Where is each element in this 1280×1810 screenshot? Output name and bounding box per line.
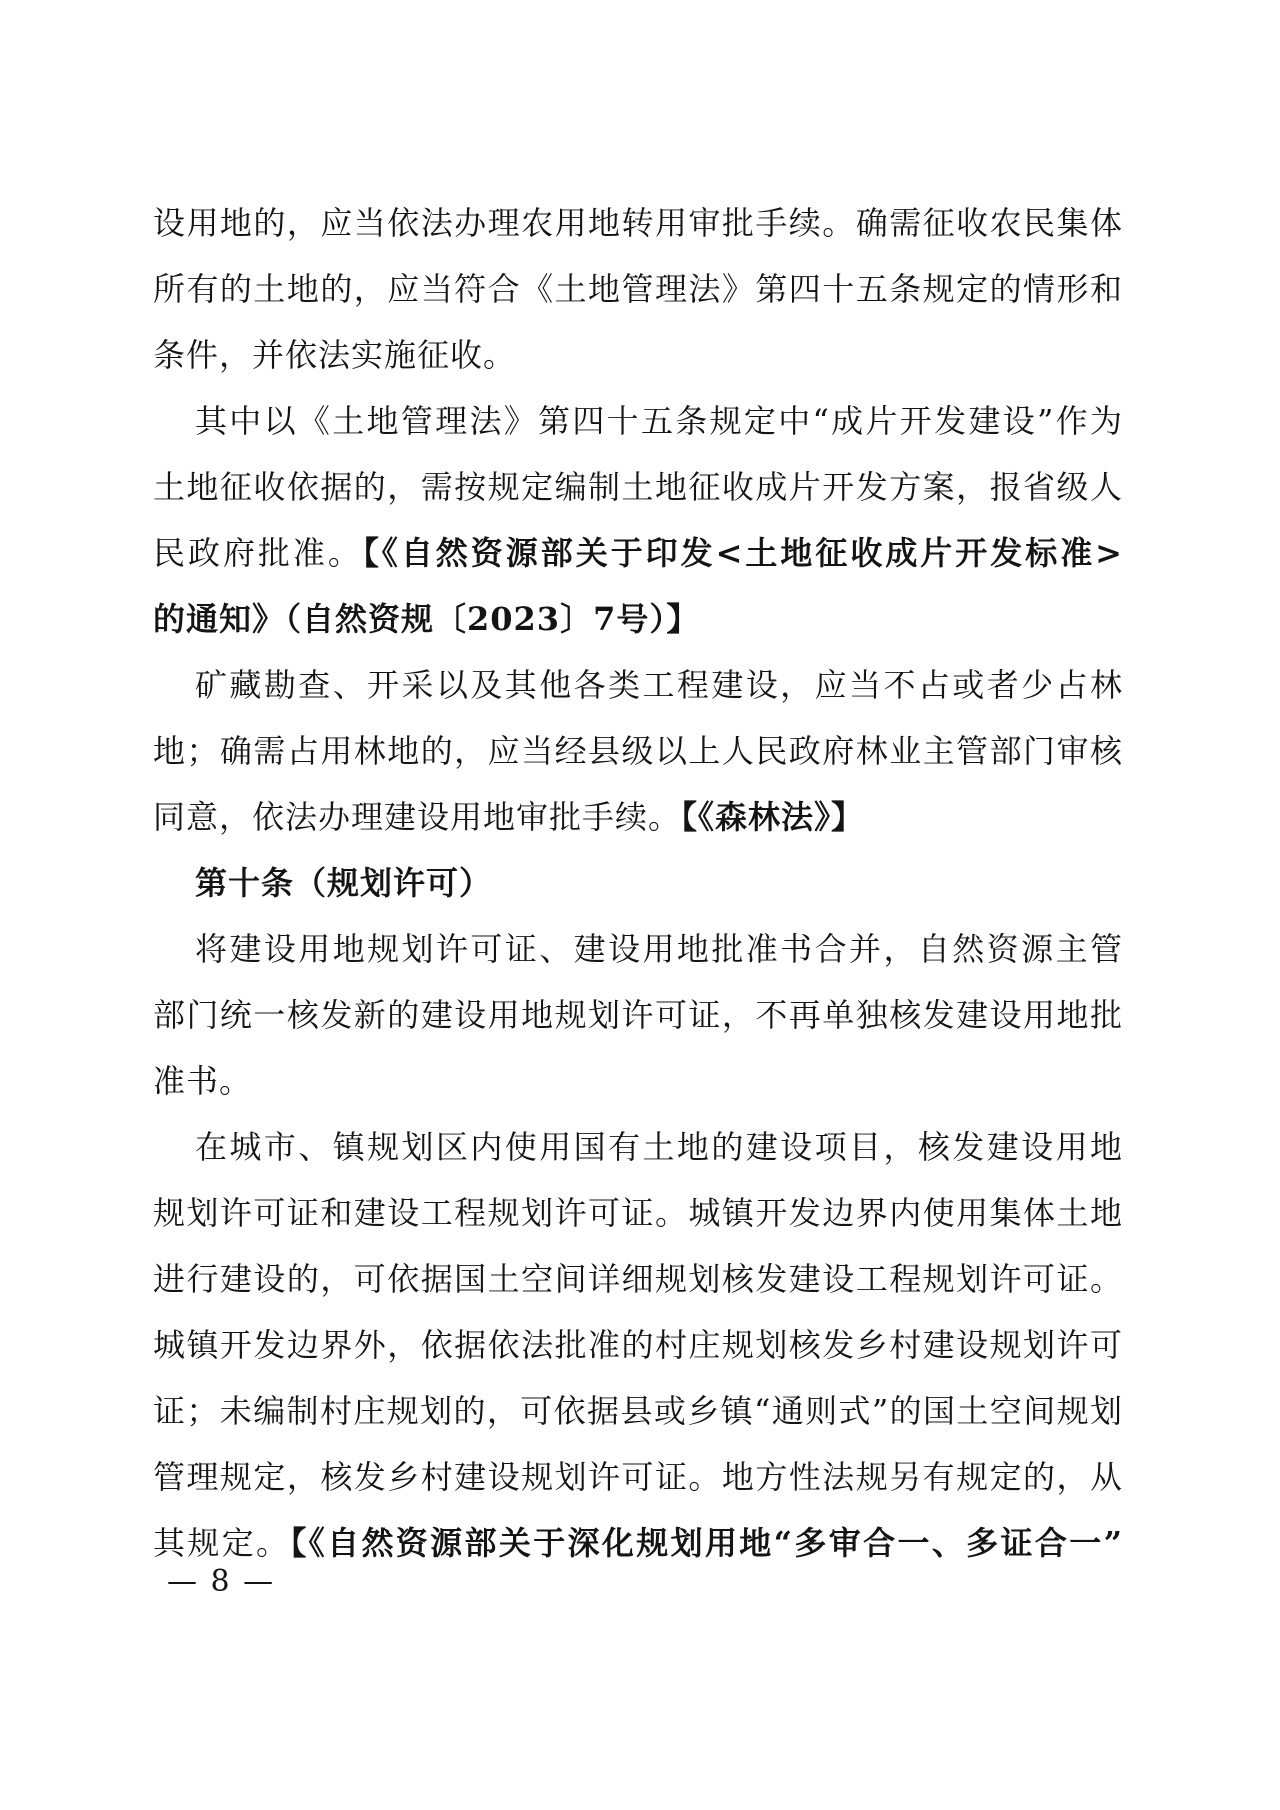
page-number: — 8 — xyxy=(167,1564,276,1599)
line-text: 地；确需占用林地的，应当经县级以上人民政府林业主管部门审核 xyxy=(153,732,1123,770)
citation-text: 的通知》（自然资规〔2023〕7号）】 xyxy=(153,600,700,638)
text-line xyxy=(153,586,1123,652)
line-text: 将建设用地规划许可证、建设用地批准书合并，自然资源主管 xyxy=(195,930,1123,968)
line-text: 民政府批准。 xyxy=(153,534,363,572)
line-text: 设用地的，应当依法办理农用地转用审批手续。确需征收农民集体 xyxy=(153,204,1123,242)
line-text: 进行建设的，可依据国土空间详细规划核发建设工程规划许可证。 xyxy=(153,1260,1123,1298)
line-text: 土地征收依据的，需按规定编制土地征收成片开发方案，报省级人 xyxy=(153,468,1123,506)
text-line xyxy=(153,1378,1123,1444)
text-line xyxy=(153,718,1123,784)
text-line xyxy=(153,1510,1123,1576)
heading-text: 第十条（规划许可） xyxy=(195,864,493,902)
citation-text: 【《自然资源部关于深化规划用地“多审合一、多证合一” xyxy=(290,1524,1123,1562)
text-line xyxy=(153,1048,1123,1114)
citation-text: 【《森林法》】 xyxy=(681,798,865,836)
line-text: 规划许可证和建设工程规划许可证。城镇开发边界内使用集体土地 xyxy=(153,1194,1123,1232)
text-line xyxy=(153,256,1123,322)
line-text: 矿藏勘查、开采以及其他各类工程建设，应当不占或者少占林 xyxy=(195,666,1123,704)
text-line xyxy=(153,784,1123,850)
text-line xyxy=(153,520,1123,586)
line-text: 准书。 xyxy=(153,1062,253,1100)
line-text: 管理规定，核发乡村建设规划许可证。地方性法规另有规定的，从 xyxy=(153,1458,1123,1496)
line-text: 在城市、镇规划区内使用国有土地的建设项目，核发建设用地 xyxy=(195,1128,1123,1166)
text-line xyxy=(153,1180,1123,1246)
text-line xyxy=(153,916,1123,982)
citation-text: 【《自然资源部关于印发<土地征收成片开发标准> xyxy=(362,534,1123,572)
line-text: 所有的土地的，应当符合《土地管理法》第四十五条规定的情形和 xyxy=(153,270,1123,308)
text-line xyxy=(153,1312,1123,1378)
text-line xyxy=(153,982,1123,1048)
text-line xyxy=(153,652,1123,718)
line-text: 其中以《土地管理法》第四十五条规定中“成片开发建设”作为 xyxy=(195,402,1123,440)
text-line xyxy=(153,454,1123,520)
text-line xyxy=(153,1246,1123,1312)
text-line xyxy=(153,1114,1123,1180)
text-line xyxy=(153,388,1123,454)
line-text: 其规定。 xyxy=(153,1524,291,1562)
text-line xyxy=(153,1444,1123,1510)
text-line xyxy=(153,190,1123,256)
article-heading xyxy=(153,850,1123,916)
line-text: 城镇开发边界外，依据依法批准的村庄规划核发乡村建设规划许可 xyxy=(153,1326,1123,1364)
text-line xyxy=(153,322,1123,388)
line-text: 部门统一核发新的建设用地规划许可证，不再单独核发建设用地批 xyxy=(153,996,1123,1034)
line-text: 同意，依法办理建设用地审批手续。 xyxy=(153,798,682,836)
document-body xyxy=(153,190,1123,1576)
line-text: 证；未编制村庄规划的，可依据县或乡镇“通则式”的国土空间规划 xyxy=(153,1392,1123,1430)
line-text: 条件，并依法实施征收。 xyxy=(153,336,517,374)
